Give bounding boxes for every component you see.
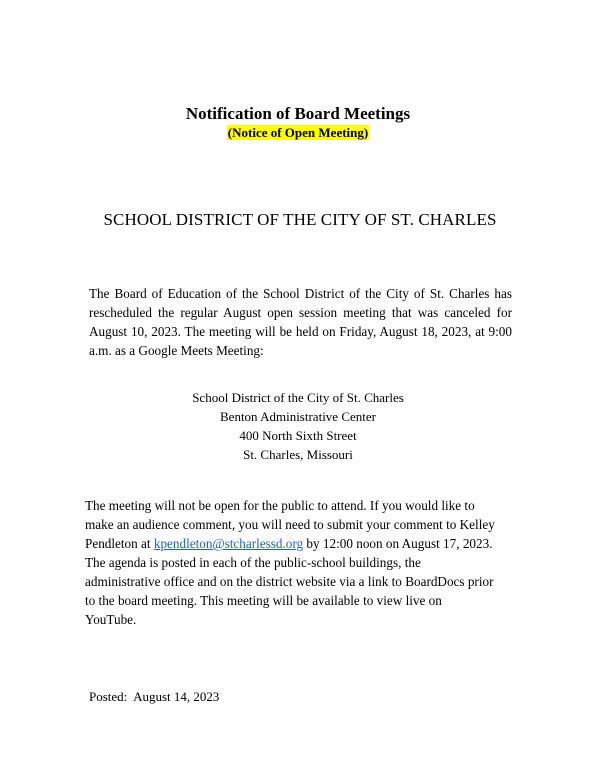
address-line-2: Benton Administrative Center [220,409,376,424]
announcement-paragraph: The Board of Education of the School District of the City of St. Charles has rescheduled the regular August open session meeting that was canceled for August 10, 2023. The meeting will be held on Friday, August 18, 2023, at 9:00 a.m. as a Google Meets Meeting: [89,286,512,358]
document-subtitle-highlighted: (Notice of Open Meeting) [227,125,369,140]
subtitle-container [0,125,596,141]
public-notice-paragraph [85,496,523,629]
notice-line-3-prefix: Pendleton at [85,536,154,551]
address-line-1: School District of the City of St. Charles [192,390,404,405]
notice-line-4: The agenda is posted in each of the public-school buildings, the [85,555,421,570]
notice-line-7: YouTube. [85,612,137,627]
address-line-3: 400 North Sixth Street [239,428,357,443]
notice-line-3-suffix: by 12:00 noon on August 17, 2023. [303,536,493,551]
posted-date: Posted: August 14, 2023 [89,689,220,704]
document-title: Notification of Board Meetings [185,104,411,123]
district-heading: SCHOOL DISTRICT OF THE CITY OF ST. CHARLES [103,210,497,229]
notice-line-1: The meeting will not be open for the public to attend. If you would like to [85,498,475,513]
notice-line-2: make an audience comment, you will need to submit your comment to Kelley [85,517,495,532]
meeting-address-block [0,388,596,464]
notice-line-6: to the board meeting. This meeting will be available to view live on [85,593,442,608]
notice-line-3 [85,534,523,553]
notice-line-5: administrative office and on the district website via a link to BoardDocs prior [85,574,494,589]
email-link[interactable]: kpendleton@stcharlessd.org [153,536,304,551]
address-line-4: St. Charles, Missouri [243,447,353,462]
